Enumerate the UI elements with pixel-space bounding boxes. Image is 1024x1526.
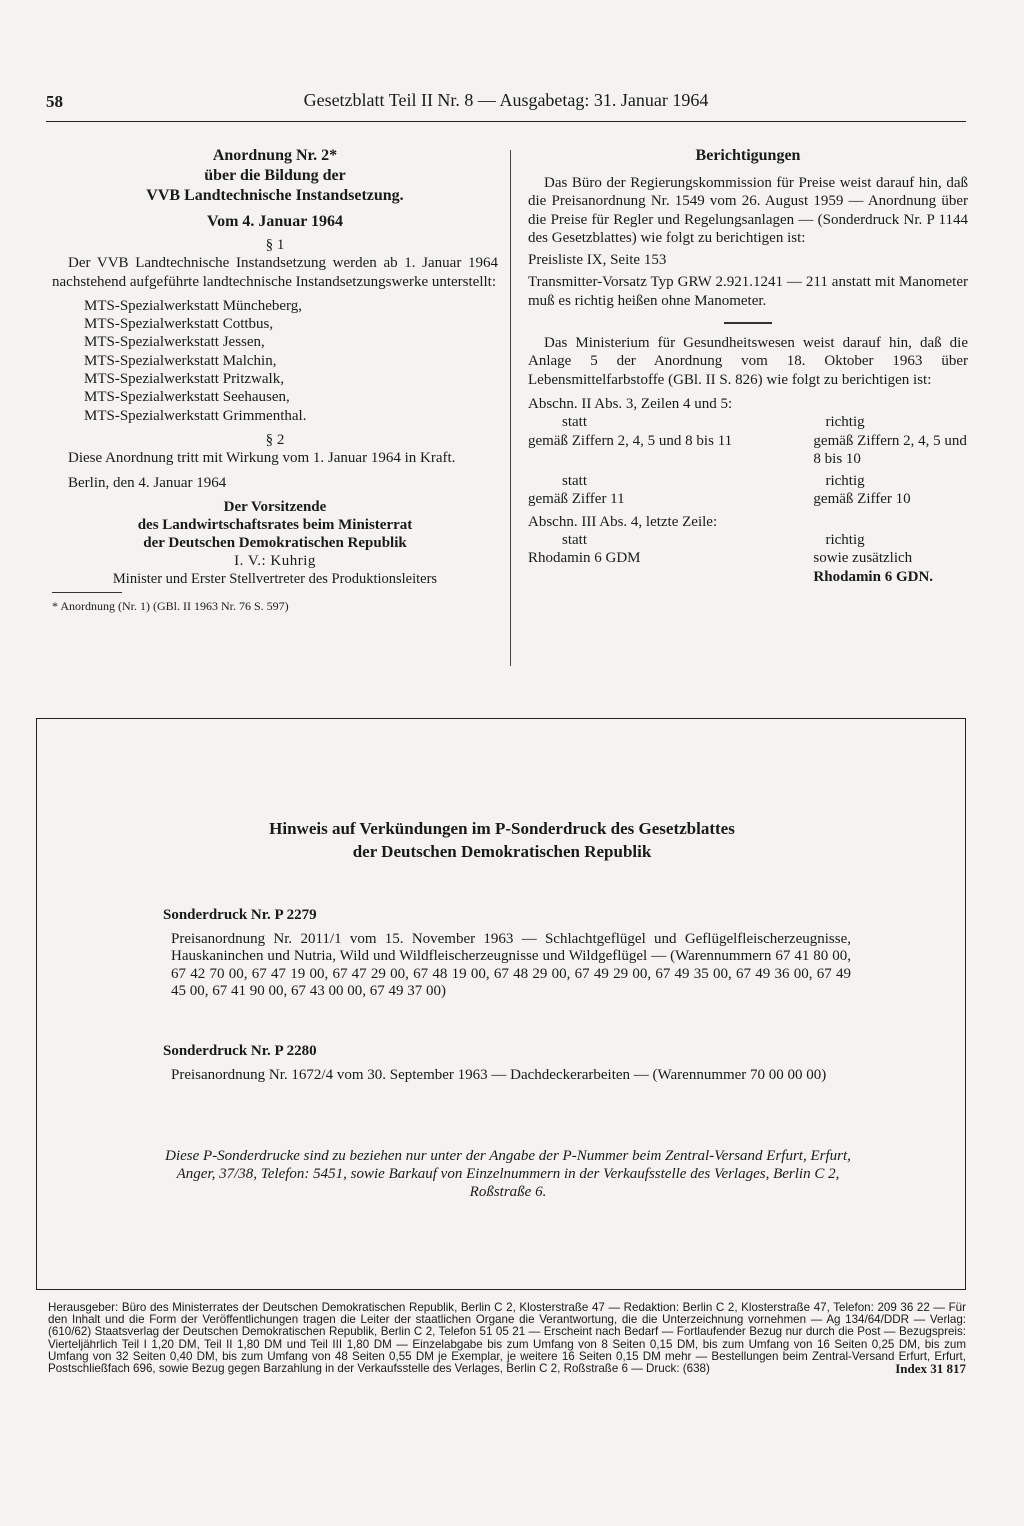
special-print-body: Preisanordnung Nr. 1672/4 vom 30. September 1963 — Dachdeckerarbeiten — (Warennummer 70 00 00 00) <box>171 1066 827 1083</box>
special-print-notice-box <box>36 718 966 1290</box>
statt-label: statt <box>562 532 587 549</box>
signatory: I. V.: Kuhrig <box>234 552 316 569</box>
footnote: * Anordnung (Nr. 1) (GBl. II 1963 Nr. 76 S. 597) <box>52 599 289 614</box>
works-list-item: MTS-Spezialwerkstatt Malchin, <box>84 352 277 369</box>
column-divider <box>510 150 511 666</box>
decree-heading-line-3: VVB Landtechnische Instandsetzung. <box>146 187 404 204</box>
decree-heading-line-2: über die Bildung der <box>204 167 346 184</box>
decree-heading <box>52 146 498 232</box>
amendment-1-row-1 <box>528 432 968 469</box>
ordering-note: Diese P-Sonderdrucke sind zu beziehen nur unter der Angabe der P-Nummer beim Zentral-Versand Erfurt, Erfurt, Anger, 37/38, Telefon: 5451, sowie Barkauf von Einzelnummern in der Verkaufsstelle des Verlages, Berlin C 2, Roßstraße 6. <box>165 1148 851 1200</box>
correction-1-line-2: Transmitter-Vorsatz Typ GRW 2.921.1241 — 211 anstatt mit Manometer muß es richtig heißen ohne Manometer. <box>528 274 968 309</box>
works-list <box>84 297 498 425</box>
corrections-heading: Berichtigungen <box>695 147 801 164</box>
header-rule <box>46 121 966 122</box>
signatory-role: Minister und Erster Stellvertreter des Produktionsleiters <box>112 571 438 588</box>
amendment-old-text: gemäß Ziffer 11 <box>528 491 625 508</box>
works-list-item: MTS-Spezialwerkstatt Jessen, <box>84 334 265 351</box>
amendment-old-text: Rhodamin 6 GDM <box>528 550 641 567</box>
signature-state: der Deutschen Demokratischen Republik <box>143 534 407 551</box>
section-1-text: Der VVB Landtechnische Instandsetzung werden ab 1. Januar 1964 nachstehend aufgeführte landtechnische Instandsetzungswerke unterstellt: <box>52 255 498 290</box>
correction-1-intro: Das Büro der Regierungskommission für Preise weist darauf hin, daß die Preisanordnung Nr. 1549 vom 26. August 1959 — Anordnung über die Preise für Regler und Regelungsanlagen — (Sonderdruck Nr. P 1144 des Gesetzblattes) wie folgt zu berichtigen ist: <box>528 175 968 246</box>
decree-heading-line-1: Anordnung Nr. 2* <box>212 147 338 164</box>
special-print-heading: Sonderdruck Nr. P 2280 <box>163 1043 317 1059</box>
amendment-2-labels <box>528 531 968 549</box>
works-list-item: MTS-Spezialwerkstatt Pritzwalk, <box>84 371 284 388</box>
imprint-text: Herausgeber: Büro des Ministerrates der Deutschen Demokratischen Republik, Berlin C 2, Klosterstraße 47 — Redaktion: Berlin C 2, Klosterstraße 47, Telefon: 209 36 22 — Für den Inhalt und die Form der Veröffentlichungen tragen die Leiter der staatlichen Organe die Verantwortung, die die Unterzeichnung vornehmen — Ag 134/64/DDR — Verlag: (610/62) Staatsverlag der Deutschen Demokratischen Republik, Berlin C 2, Telefon 51 05 21 — Erscheint nach Bedarf — Fortlaufender Bezug nur durch die Post — Bezugspreis: Vierteljährlich Teil I 1,20 DM, Teil II 1,80 DM und Teil III 1,80 DM — Einzelabgabe bis zum Umfang von 8 Seiten 0,15 DM, bis zum Umfang von 16 Seiten 0,25 DM, bis zum Umfang von 32 Seiten 0,40 DM, bis zum Umfang von 48 Seiten 0,55 DM je Exemplar, je weitere 16 Seiten 0,15 DM mehr — Bestellungen beim Zentral-Versand Erfurt, Erfurt, Postschließfach 696, sowie Bezug gegen Barzahlung in der Verkaufsstelle des Verlages, Berlin C 2, Roßstraße 6 — Druck: (638) <box>48 1301 966 1376</box>
special-print-body: Preisanordnung Nr. 2011/1 vom 15. November 1963 — Schlachtgeflügel und Geflügelfleischerzeugnisse, Hauskaninchen und Nutria, Wild und Wildfleischerzeugnisse und Wildgeflügel — (Warennummern 67 41 80 00, 67 42 70 00, 67 47 19 00, 67 47 29 00, 67 48 19 00, 67 48 29 00, 67 49 29 00, 67 49 35 00, 67 49 36 00, 67 49 45 00, 67 41 90 00, 67 43 00 00, 67 49 37 00) <box>171 930 851 999</box>
works-list-item: MTS-Spezialwerkstatt Grimmenthal. <box>84 407 307 424</box>
amendment-old-text: gemäß Ziffern 2, 4, 5 und 8 bis 11 <box>528 432 733 449</box>
works-list-item: MTS-Spezialwerkstatt Seehausen, <box>84 389 290 406</box>
signature-title: Der Vorsitzende <box>223 498 327 515</box>
section-1-mark: § 1 <box>265 237 285 253</box>
notice-title-line-2: der Deutschen Demokratischen Republik <box>352 842 652 861</box>
signature-body: des Landwirtschaftsrates beim Ministerrat <box>137 516 413 533</box>
index-number: Index 31 817 <box>895 1361 966 1377</box>
right-column <box>528 146 968 586</box>
works-list-item: MTS-Spezialwerkstatt Cottbus, <box>84 316 274 333</box>
amendment-2-row <box>528 549 968 567</box>
amendment-1 <box>528 395 968 509</box>
footnote-rule <box>52 592 122 593</box>
amendment-1-labels-2 <box>528 472 968 490</box>
statt-label: statt <box>562 414 587 431</box>
richtig-label: richtig <box>825 414 865 431</box>
amendment-new-text: sowie zusätzlich <box>813 550 913 567</box>
correction-2-intro: Das Ministerium für Gesundheitswesen weist darauf hin, daß die Anlage 5 der Anordnung vom 18. Oktober 1963 über Lebensmittelfarbstoffe (GBl. II S. 826) wie folgt zu berichtigen ist: <box>528 335 968 388</box>
statt-label: statt <box>562 473 587 490</box>
amendment-new-text: Rhodamin 6 GDN. <box>813 568 934 585</box>
notice-title-line-1: Hinweis auf Verkündungen im P-Sonderdruck des Gesetzblattes <box>269 819 735 838</box>
special-print-entry-2 <box>163 1043 851 1084</box>
correction-1-line-1: Preisliste IX, Seite 153 <box>528 252 667 269</box>
amendment-new-text: gemäß Ziffern 2, 4, 5 und 8 bis 10 <box>813 432 967 467</box>
left-column <box>52 146 498 616</box>
richtig-label: richtig <box>825 473 865 490</box>
amendment-2-row-2 <box>528 568 968 586</box>
separator-rule <box>724 322 772 324</box>
header-title: Gesetzblatt Teil II Nr. 8 — Ausgabetag: 31. Januar 1964 <box>303 90 709 110</box>
richtig-label: richtig <box>825 532 865 549</box>
amendment-spacer <box>528 568 809 586</box>
amendment-1-row-2 <box>528 490 968 508</box>
amendment-1-head: Abschn. II Abs. 3, Zeilen 4 und 5: <box>528 395 733 412</box>
section-2-mark: § 2 <box>265 431 285 448</box>
place-date: Berlin, den 4. Januar 1964 <box>68 474 227 491</box>
decree-date: Vom 4. Januar 1964 <box>206 213 344 230</box>
page-header <box>46 88 966 116</box>
amendment-new-text: gemäß Ziffer 10 <box>813 491 911 508</box>
special-print-heading: Sonderdruck Nr. P 2279 <box>163 907 317 923</box>
notice-title <box>37 817 967 863</box>
imprint <box>48 1302 966 1375</box>
amendment-2-head: Abschn. III Abs. 4, letzte Zeile: <box>528 513 718 530</box>
page-number: 58 <box>46 92 63 111</box>
signature-block <box>52 498 498 552</box>
section-2-text: Diese Anordnung tritt mit Wirkung vom 1. Januar 1964 in Kraft. <box>68 450 456 467</box>
amendment-2 <box>528 513 968 586</box>
special-print-entry-1 <box>163 907 851 1001</box>
amendment-1-labels <box>528 413 968 431</box>
works-list-item: MTS-Spezialwerkstatt Müncheberg, <box>84 297 303 314</box>
